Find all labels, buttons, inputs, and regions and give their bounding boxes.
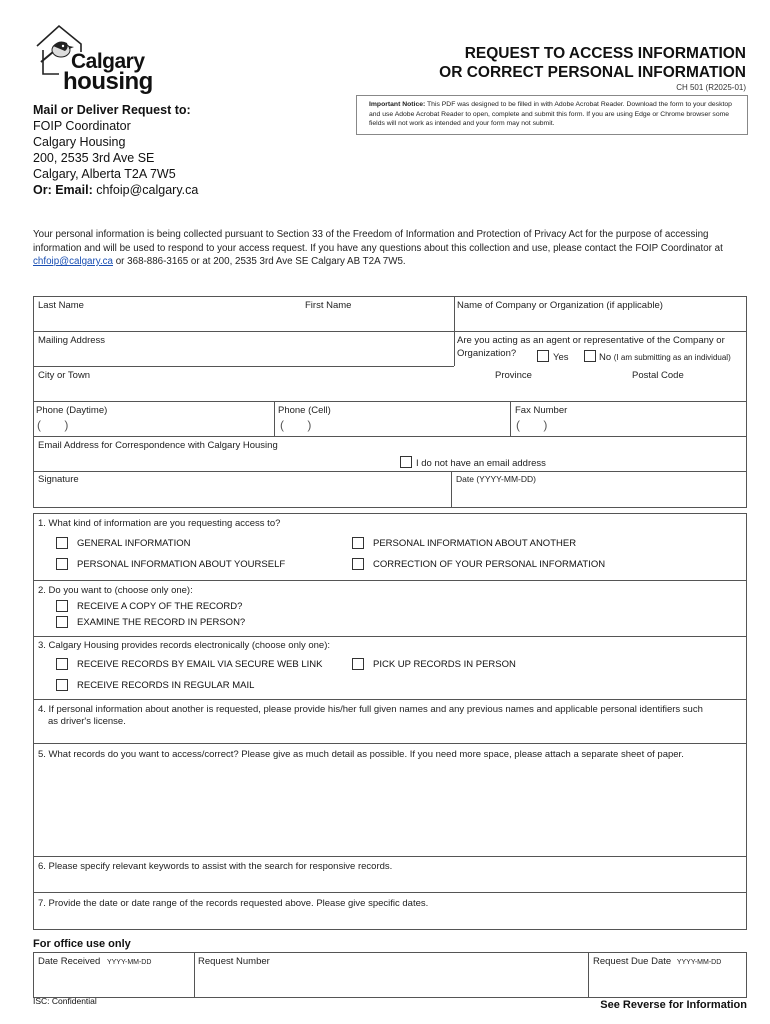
- question-3: 3. Calgary Housing provides records electronically (choose only one):: [38, 640, 331, 651]
- classification-label: ISC: Confidential: [33, 996, 97, 1006]
- signature-label: Signature: [38, 474, 79, 485]
- correction-label: CORRECTION OF YOUR PERSONAL INFORMATION: [373, 559, 606, 570]
- due-date-text: Request Due Date: [593, 956, 672, 967]
- question-1: 1. What kind of information are you requesting access to?: [38, 518, 281, 529]
- email-label: Or: Email:: [33, 183, 93, 197]
- notice-text: This PDF was designed to be filled in with Adobe Acrobat Reader. Download the form to your desktop and use Adobe Acrobat Reader to open, complete and submit this form. If you are using Edge or Chrome browser some fields will not work as intended and your form may not submit.: [369, 101, 732, 128]
- mail-address-block: [33, 102, 198, 198]
- examine-record-checkbox[interactable]: [56, 616, 68, 628]
- date-label: Date (YYYY-MM-DD): [456, 474, 536, 484]
- pickup-records-checkbox[interactable]: [352, 658, 364, 670]
- email-records-label: RECEIVE RECORDS BY EMAIL VIA SECURE WEB LINK: [77, 659, 323, 670]
- area-code-bracket: ( ): [516, 418, 548, 432]
- mail-line: Calgary Housing: [33, 135, 126, 149]
- email-records-checkbox[interactable]: [56, 658, 68, 670]
- mail-records-checkbox[interactable]: [56, 679, 68, 691]
- about-yourself-checkbox[interactable]: [56, 558, 68, 570]
- phone-cell-label: Phone (Cell): [278, 405, 331, 416]
- date-received-label: [38, 956, 151, 967]
- logo-text-housing: housing: [63, 68, 153, 95]
- personal-info-grid: [33, 296, 747, 508]
- privacy-text: or 368-886-3165 or at 200, 2535 3rd Ave SE Calgary AB T2A 7W5.: [113, 256, 406, 267]
- agent-no-note: (I am submitting as an individual): [613, 353, 731, 362]
- general-info-checkbox[interactable]: [56, 537, 68, 549]
- agent-no-label: [599, 352, 731, 363]
- postal-code-label: Postal Code: [632, 370, 684, 381]
- about-another-checkbox[interactable]: [352, 537, 364, 549]
- question-7: 7. Provide the date or date range of the records requested above. Please give specific dates.: [38, 898, 429, 909]
- pickup-records-label: PICK UP RECORDS IN PERSON: [373, 659, 516, 670]
- due-date-label: [593, 956, 721, 967]
- mail-heading: Mail or Deliver Request to:: [33, 103, 191, 117]
- question-6: 6. Please specify relevant keywords to assist with the search for responsive records.: [38, 861, 393, 872]
- privacy-text: Your personal information is being collected pursuant to Section 33 of the Freedom of Information and Protection of Privacy Act for the purpose of accessing information and will be used to respond to your access request. If you have any questions about this collection and use, please contact the FOIP Coordinator at: [33, 229, 723, 254]
- form-code: CH 501 (R2025-01): [676, 83, 746, 92]
- office-use-heading: For office use only: [33, 938, 131, 950]
- mail-line: Calgary, Alberta T2A 7W5: [33, 167, 176, 181]
- agent-yes-label: Yes: [553, 352, 569, 363]
- form-title-line1: REQUEST TO ACCESS INFORMATION: [464, 45, 746, 62]
- date-received-format: YYYY-MM-DD: [106, 959, 152, 966]
- agent-question-line2: Organization?: [457, 348, 517, 359]
- agent-no-text: No: [599, 352, 612, 363]
- question-4-line2: as driver's license.: [48, 716, 126, 727]
- first-name-label: First Name: [305, 300, 352, 311]
- about-yourself-label: PERSONAL INFORMATION ABOUT YOURSELF: [77, 559, 286, 570]
- due-date-format: YYYY-MM-DD: [676, 959, 722, 966]
- privacy-link[interactable]: chfoip@calgary.ca: [33, 256, 114, 267]
- about-another-label: PERSONAL INFORMATION ABOUT ANOTHER: [373, 538, 577, 549]
- calgary-housing-logo: [33, 22, 153, 95]
- city-label: City or Town: [38, 370, 91, 381]
- form-title-line2: OR CORRECT PERSONAL INFORMATION: [439, 64, 746, 81]
- examine-record-label: EXAMINE THE RECORD IN PERSON?: [77, 617, 246, 628]
- area-code-bracket: ( ): [280, 418, 312, 432]
- receive-copy-checkbox[interactable]: [56, 600, 68, 612]
- question-2: 2. Do you want to (choose only one):: [38, 585, 193, 596]
- mail-line: 200, 2535 3rd Ave SE: [33, 151, 155, 165]
- fax-label: Fax Number: [515, 405, 568, 416]
- no-email-label: I do not have an email address: [416, 458, 546, 469]
- mail-line: FOIP Coordinator: [33, 119, 131, 133]
- agent-no-checkbox[interactable]: [584, 350, 596, 362]
- no-email-checkbox[interactable]: [400, 456, 412, 468]
- see-reverse-label: See Reverse for Information: [600, 999, 747, 1011]
- keywords-input[interactable]: [34, 874, 746, 891]
- province-label: Province: [495, 370, 532, 381]
- company-label: Name of Company or Organization (if applicable): [457, 300, 663, 311]
- logo-text-calgary: Calgary: [71, 50, 145, 73]
- date-received-text: Date Received: [38, 956, 101, 967]
- notice-label: Important Notice:: [369, 101, 426, 108]
- last-name-label: Last Name: [38, 300, 84, 311]
- email-correspondence-label: Email Address for Correspondence with Calgary Housing: [38, 440, 278, 451]
- date-range-input[interactable]: [34, 911, 746, 929]
- question-5: 5. What records do you want to access/correct? Please give as much detail as possible. If you need more space, please attach a separate sheet of paper.: [38, 749, 684, 760]
- request-number-label: Request Number: [198, 956, 270, 967]
- privacy-statement: [33, 228, 745, 269]
- general-info-label: GENERAL INFORMATION: [77, 538, 191, 549]
- records-detail-textarea[interactable]: [34, 764, 746, 854]
- correction-checkbox[interactable]: [352, 558, 364, 570]
- question-4-line1: 4. If personal information about another is requested, please provide his/her full given names and any previous names and applicable personal identifiers such: [38, 704, 703, 715]
- mailing-address-label: Mailing Address: [38, 335, 106, 346]
- agent-question-line1: Are you acting as an agent or representative of the Company or: [457, 335, 725, 346]
- mail-email: [33, 182, 198, 198]
- receive-copy-label: RECEIVE A COPY OF THE RECORD?: [77, 601, 243, 612]
- area-code-bracket: ( ): [37, 418, 69, 432]
- phone-daytime-label: Phone (Daytime): [36, 405, 108, 416]
- important-notice: [356, 95, 748, 135]
- email-value[interactable]: chfoip@calgary.ca: [96, 183, 199, 197]
- agent-yes-checkbox[interactable]: [537, 350, 549, 362]
- mail-records-label: RECEIVE RECORDS IN REGULAR MAIL: [77, 680, 255, 691]
